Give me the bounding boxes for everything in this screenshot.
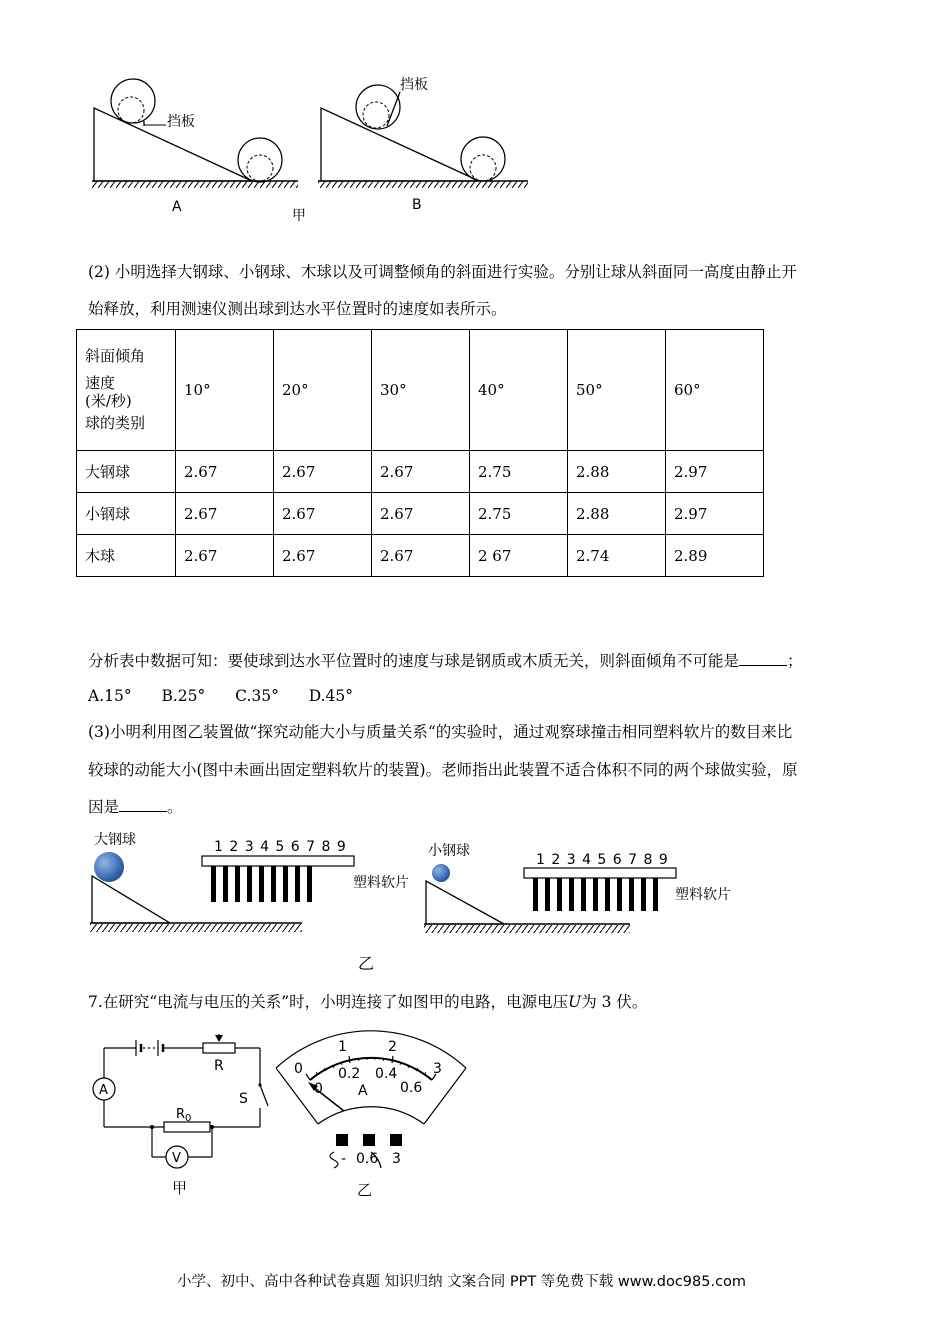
setup-big-ball [90, 831, 409, 932]
option-a[interactable]: A.15° [88, 687, 132, 705]
terminal-3 [390, 1134, 402, 1146]
voltmeter-label: V [172, 1151, 181, 1166]
resistor-label: $R_0$ [176, 1107, 192, 1124]
option-c[interactable]: C.35° [235, 687, 279, 705]
upper-scale-3: 3 [433, 1061, 442, 1077]
table-cell: 2.88 [568, 493, 666, 535]
option-d[interactable]: D.45° [308, 687, 354, 705]
figure-yi [86, 826, 746, 976]
analysis-line: 分析表中数据可知：要使球到达水平位置时的速度与球是钢质或木质无关，则斜面倾角不可能是 ； [88, 652, 803, 670]
incline-b [318, 76, 528, 213]
row-label: 小钢球 [77, 493, 176, 535]
question3-line3: 因是 。 [88, 798, 183, 816]
strips-label-left: 塑料软片 [353, 875, 409, 891]
table-cell: 2.67 [274, 451, 372, 493]
question7-line: 7.在研究“电流与电压的关系”时，小明连接了如图甲的电路，电源电压U为 3 伏。 [88, 993, 648, 1011]
table-cell: 2.97 [666, 493, 764, 535]
angle-header: 40° [470, 330, 568, 451]
angle-header: 50° [568, 330, 666, 451]
switch-label: S [239, 1091, 248, 1107]
upper-scale-0: 0 [294, 1061, 303, 1077]
baffle-label-b: 挡板 [400, 77, 428, 93]
label-b: B [412, 197, 422, 213]
table-cell: 2.75 [470, 493, 568, 535]
table-corner-header: 斜面倾角 速度 (米/秒) 球的类别 [77, 330, 176, 451]
lower-scale-3: 0.6 [400, 1080, 423, 1096]
page-footer: 小学、初中、高中各种试卷真题 知识归纳 文案合同 PPT 等免费下载 www.doc985.com [177, 1274, 747, 1290]
plastic-strips-right [533, 878, 658, 911]
switch [260, 1085, 268, 1106]
table-row [77, 493, 764, 535]
label-a: A [172, 199, 182, 215]
table-row [77, 451, 764, 493]
figure-yi-caption: 乙 [358, 954, 375, 973]
angle-header: 20° [274, 330, 372, 451]
small-ball-label: 小钢球 [428, 843, 470, 859]
analysis-options [88, 686, 353, 706]
meter-caption: 乙 [357, 1181, 373, 1199]
reason-blank[interactable] [119, 797, 167, 812]
terminal-label-06: 0.6 [356, 1151, 379, 1167]
circuit-diagram [86, 1030, 286, 1200]
ball-bottom-b [461, 137, 505, 181]
table-cell: 2 67 [470, 535, 568, 577]
table-cell: 2.67 [176, 451, 274, 493]
lower-scale-0: 0 [314, 1081, 323, 1097]
big-steel-ball [94, 852, 124, 882]
table-cell: 2.67 [274, 535, 372, 577]
strips-label-right: 塑料软片 [675, 887, 731, 903]
question2-line2: 始释放，利用测速仪测出球到达水平位置时的速度如表所示。 [88, 300, 507, 318]
big-ball-label: 大钢球 [94, 832, 136, 848]
ball-top-a [111, 79, 155, 123]
table-cell: 2.67 [176, 535, 274, 577]
table-cell: 2.67 [372, 535, 470, 577]
rheostat-label: R [214, 1058, 224, 1074]
table-cell: 2.67 [274, 493, 372, 535]
ammeter-dial [270, 1024, 470, 1200]
upper-scale-2: 2 [388, 1039, 397, 1055]
row-label: 大钢球 [77, 451, 176, 493]
figure-jia [80, 68, 540, 228]
ball-top-b [356, 85, 400, 129]
table-cell: 2.89 [666, 535, 764, 577]
question3-line2: 较球的动能大小(图中未画出固定塑料软片的装置)。老师指出此装置不适合体积不同的两个球做实验，原 [88, 761, 798, 779]
table-cell: 2.75 [470, 451, 568, 493]
table-row [77, 535, 764, 577]
upper-scale-1: 1 [338, 1039, 347, 1055]
table-cell: 2.88 [568, 451, 666, 493]
scale-numbers-left: 1 2 3 4 5 6 7 8 9 [214, 839, 347, 855]
figure-jia-caption: 甲 [292, 208, 306, 224]
meter-unit: A [358, 1083, 368, 1099]
rheostat [203, 1043, 235, 1053]
table-cell: 2.67 [176, 493, 274, 535]
table-cell: 2.67 [372, 451, 470, 493]
terminal-label-neg: - [341, 1151, 347, 1167]
lower-scale-1: 0.2 [338, 1066, 361, 1082]
table-cell: 2.67 [372, 493, 470, 535]
terminal-negative [336, 1134, 348, 1146]
option-b[interactable]: B.25° [161, 687, 206, 705]
small-steel-ball [432, 864, 450, 882]
lower-scale-2: 0.4 [375, 1066, 398, 1082]
scale-numbers-right: 1 2 3 4 5 6 7 8 9 [536, 852, 669, 868]
answer-blank[interactable] [739, 651, 787, 666]
ammeter-label: A [99, 1083, 108, 1098]
row-label: 木球 [77, 535, 176, 577]
question2-line1: (2) 小明选择大钢球、小钢球、木球以及可调整倾角的斜面进行实验。分别让球从斜面同一高度由静止开 [88, 263, 797, 281]
question3-line1: (3)小明利用图乙装置做“探究动能大小与质量关系“的实验时，通过观察球撞击相同塑料软片的数目来比 [88, 723, 793, 741]
terminal-0.6 [363, 1134, 375, 1146]
speed-table [76, 329, 764, 577]
circuit-caption: 甲 [172, 1179, 188, 1197]
angle-header: 30° [372, 330, 470, 451]
plastic-strips-left [211, 866, 312, 902]
incline-a [92, 79, 298, 215]
angle-header: 60° [666, 330, 764, 451]
setup-small-ball [424, 843, 731, 933]
angle-header: 10° [176, 330, 274, 451]
terminal-label-3: 3 [392, 1151, 401, 1167]
ball-bottom-a [238, 138, 282, 182]
baffle-label-a: 挡板 [167, 114, 195, 130]
table-cell: 2.74 [568, 535, 666, 577]
table-cell: 2.97 [666, 451, 764, 493]
